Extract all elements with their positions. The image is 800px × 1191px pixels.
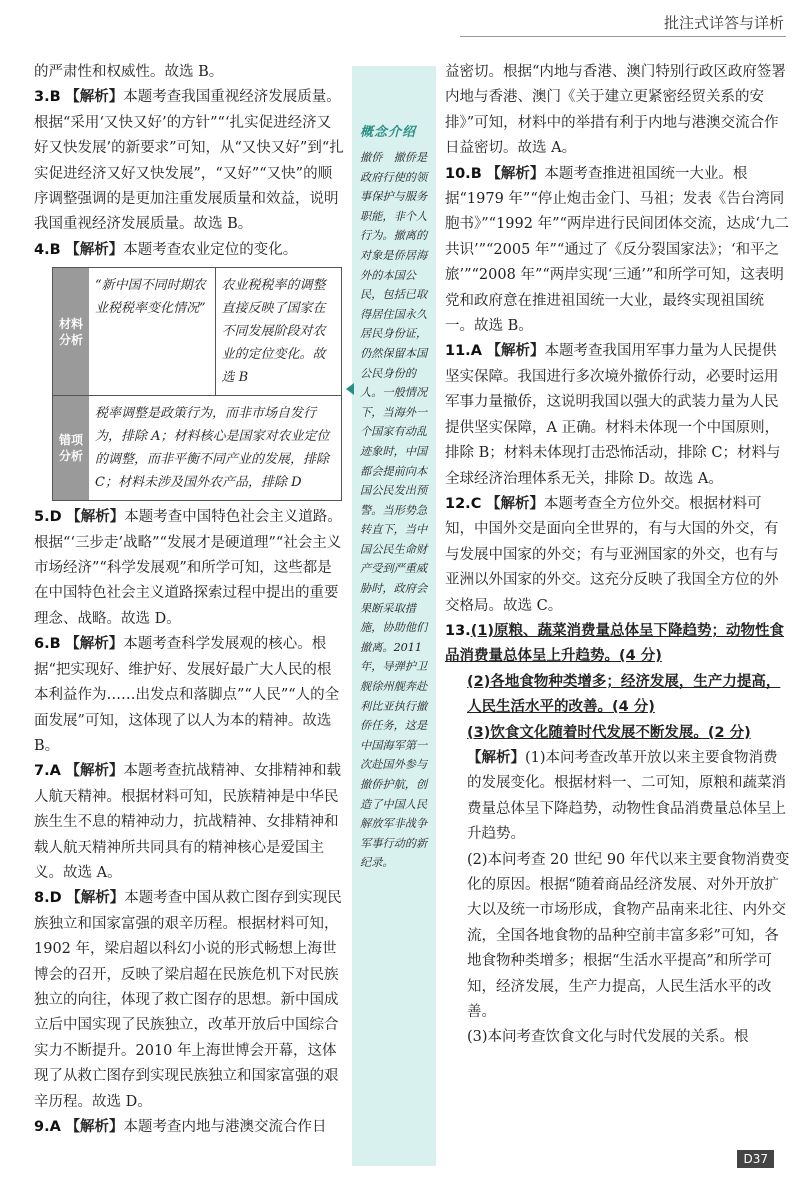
right-column — [445, 60, 790, 1051]
question-13-answer-1: 13.(1)原粮、蔬菜消费量总体呈下降趋势；动物性食品消费量总体呈上升趋势。(4 分) — [445, 622, 785, 665]
page-header: 批注式详答与详析 — [663, 14, 784, 32]
left-column — [34, 60, 344, 1140]
page-number: D37 — [737, 1150, 774, 1168]
question-11: 11.A 【解析】本题考查我国用军事力量为人民提供坚实保障。我国进行多次境外撤侨行动，必要时运用军事力量撤侨，这说明我国以强大的武装力量为人民提供坚实保障，A 正确。材料未体现一个中国原则，排除 B；材料未体现打击恐怖活动，排除 C；材料与全球经济治理体系无关，排除 D。故选 A。 — [445, 343, 781, 487]
question-6: 6.B 【解析】本题考查科学发展观的核心。根据“把实现好、维护好、发展好最广大人民的根本利益作为……出发点和落脚点”“人民”“人的全面发展”可知，这体现了以人为本的精神。故选 B。 — [34, 636, 340, 754]
question-10: 10.B 【解析】本题考查推进祖国统一大业。根据“1979 年”“停止炮击金门、马祖；发表《告台湾同胞书》”“1992 年”“两岸进行民间团体交流，达成‘九二共识’”“2005 年”“通过了《反分裂国家法》；‘和平之旅’”“2008 年”“两岸实现‘三通’”和所学可知，这表明党和政府意在推进祖国统一大业，最终实现祖国统一。故选 B。 — [445, 165, 790, 335]
wrong-cell: 税率调整是政策行为，而非市场自发行为，排除 A；材料核心是国家对农业定位的调整，而非平衡不同产业的发展，排除 C；材料未涉及国外农产品，排除 D — [95, 406, 330, 491]
header-divider — [460, 36, 786, 37]
question-9-continued: 益密切。根据“内地与香港、澳门特别行政区政府签署内地与香港、澳门《关于建立更紧密经贸关系的安排》”可知，材料中的举措有利于内地与港澳交流合作日益密切。故选 A。 — [445, 64, 786, 157]
conclusion-cell: 农业税税率的调整直接反映了国家在不同发展阶段对农业的定位变化。故选 B — [215, 268, 342, 395]
analysis-row-wrong — [53, 396, 341, 500]
sidebar-pointer-icon — [346, 383, 354, 395]
question-13-answer-3: (3)饮食文化随着时代发展不断发展。(2 分) — [467, 724, 751, 741]
question-7: 7.A 【解析】本题考查抗战精神、女排精神和载人航天精神。根据材料可知，民族精神是中华民族生生不息的精神动力，抗战精神、女排精神和载人航天精神所共同具有的精神核心是爱国主义。故选 A。 — [34, 763, 341, 881]
question-8: 8.D 【解析】本题考查中国从救亡图存到实现民族独立和国家富强的艰辛历程。根据材料可知，1902 年，梁启超以科幻小说的形式畅想上海世博会的召开，反映了梁启超在民族危机下对民族独立的向往，体现了救亡图存的思想。新中国成立后中国实现了民族独立，改革开放后中国综合实力不断提升。2010 年上海世博会开幕，这体现了从救亡图存到实现民族独立和国家富强的艰辛历程。故选 D。 — [34, 890, 342, 1110]
concept-sidebar — [352, 66, 436, 1166]
question-13-answer-2: (2)各地食物种类增多；经济发展，生产力提高，人民生活水平的改善。(4 分) — [467, 673, 781, 716]
question-3: 3.B 【解析】本题考查我国重视经济发展质量。根据“采用‘又快又好’的方针”“‘扎实促进经济又好又快发展’的新要求”可知，从“又快又好”到“扎实促进经济又好又快发展”，“又好”“又快”的顺序调整强调的是更加注重发展质量和效益，说明我国重视经济发展质量。故选 B。 — [34, 89, 344, 233]
question-5: 5.D 【解析】本题考查中国特色社会主义道路。根据“‘三步走’战略”“发展才是硬道理”“社会主义市场经济”“科学发展观”和所学可知，这些都是在中国特色社会主义道路探索过程中提出的重要理念、战略。故选 D。 — [34, 509, 342, 627]
material-analysis-label: 材料分析 — [53, 268, 89, 395]
question-12: 12.C 【解析】本题考查全方位外交。根据材料可知，中国外交是面向全世界的，有与大国的外交，有与发展中国家的外交；有与亚洲国家的外交，也有与亚洲以外国家的外交。这充分反映了我国全方位的外交格局。故选 C。 — [445, 495, 779, 614]
sidebar-title: 概念介绍 — [360, 125, 417, 140]
question-9: 9.A 【解析】本题考查内地与港澳交流合作日 — [34, 1119, 327, 1135]
analysis-row-material — [53, 268, 341, 396]
material-cell: “新中国不同时期农业税税率变化情况” — [95, 278, 206, 317]
question-13-explain-2: (2)本问考查 20 世纪 90 年代以来主要食物消费变化的原因。根据“随着商品经济发展、对外开放扩大以及统一市场形成，食物产品南来北往、内外交流，全国各地食物的品种空前丰富多彩”可知，各地食物种类增多；根据“生活水平提高”和所学可知，经济发展，生产力提高，人民生活水平的改善。 — [467, 851, 790, 1021]
question-4: 4.B 【解析】本题考查农业定位的变化。 — [34, 241, 298, 258]
wrong-analysis-label: 错项分析 — [53, 396, 89, 500]
sidebar-text: 撤侨 撤侨是政府行使的领事保护与服务职能，非个人行为。撤离的对象是侨居海外的本国公民，包括已取得居住国永久居民身份证，仍然保留本国公民身份的人。一般情况下，当海外一个国家有动乱迹象时，中国都会提前向本国公民发出预警。当形势急转直下，当中国公民生命财产受到严重威胁时，政府会果断采取措施，协助他们撤离。2011 年，导弹护卫舰徐州舰奔赴利比亚执行撤侨任务，这是中国海军第一次赴国外参与撤侨护航，创造了中国人民解放军非战争军事行动的新纪录。 — [360, 151, 428, 870]
intro-text: 的严肃性和权威性。故选 B。 — [34, 64, 224, 80]
question-13-explain-1: 【解析】(1)本问考查改革开放以来主要食物消费的发展变化。根据材料一、二可知，原粮和蔬菜消费量总体呈下降趋势，动物性食品消费量总体呈上升趋势。 — [467, 749, 786, 843]
question-13-explain-3: (3)本问考查饮食文化与时代发展的关系。根 — [467, 1029, 749, 1046]
analysis-table — [52, 267, 342, 501]
